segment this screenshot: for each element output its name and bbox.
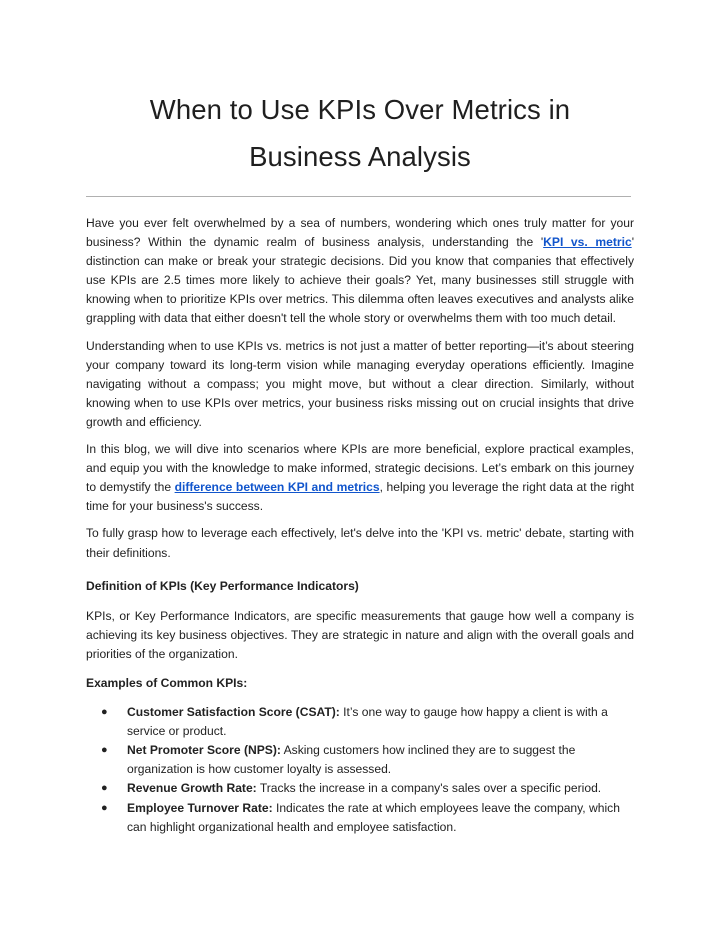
kpi-examples-list bbox=[86, 703, 634, 837]
kpi-term: Customer Satisfaction Score (CSAT): bbox=[127, 705, 340, 720]
bullet-icon: ● bbox=[101, 801, 108, 814]
kpi-vs-metric-link[interactable]: KPI vs. metric bbox=[543, 235, 632, 250]
kpi-description: Indicates the rate at which employees leave the company, which can highlight organizational health and employee satisfaction. bbox=[127, 800, 620, 834]
kpi-term: Net Promoter Score (NPS): bbox=[127, 743, 281, 758]
title-line-2: Business Analysis bbox=[249, 141, 471, 172]
list-item bbox=[86, 703, 634, 741]
title-divider bbox=[86, 196, 631, 197]
blog-text-start: In this blog, we will dive into scenarios where KPIs are more beneficial, explore practical examples, and equip you with the knowledge to make informed, strategic decisions. Let’s embark on this journey to demystify the bbox=[86, 442, 634, 495]
blog-overview-paragraph bbox=[86, 440, 634, 516]
kpi-definition-paragraph: KPIs, or Key Performance Indicators, are specific measurements that gauge how well a company is achieving its key business objectives. They are strategic in nature and align with the overall goals and priorities of the organization. bbox=[86, 608, 634, 661]
bullet-icon: ● bbox=[101, 706, 108, 719]
intro-text-start: Have you ever felt overwhelmed by a sea of numbers, wondering which ones truly matter for your business? Within the dynamic realm of business analysis, understanding the ' bbox=[86, 216, 634, 250]
kpi-term: Revenue Growth Rate: bbox=[127, 781, 257, 796]
list-item bbox=[86, 741, 634, 779]
list-item bbox=[86, 779, 634, 798]
bullet-icon: ● bbox=[101, 782, 108, 795]
bullet-icon: ● bbox=[101, 744, 108, 757]
title-line-1: When to Use KPIs Over Metrics in bbox=[149, 94, 571, 125]
kpi-definition-heading: Definition of KPIs (Key Performance Indicators) bbox=[86, 578, 359, 593]
intro-paragraph bbox=[86, 214, 634, 329]
list-item bbox=[86, 799, 634, 837]
kpi-description: Asking customers how inclined they are to suggest the organization is how customer loyalty is assessed. bbox=[127, 743, 576, 777]
intro-text-end: ' distinction can make or break your strategic decisions. Did you know that companies that effectively use KPIs are 2.5 times more likely to achieve their goals? Yet, many businesses still struggle with knowing when to prioritize KPIs over metrics. This dilemma often leaves executives and analysts alike grappling with data that either doesn't tell the whole story or overwhelms them with too much detail. bbox=[86, 235, 634, 326]
kpi-metrics-difference-link[interactable]: difference between KPI and metrics bbox=[174, 480, 380, 495]
definitions-intro-paragraph: To fully grasp how to leverage each effectively, let's delve into the 'KPI vs. metric' debate, starting with their definitions. bbox=[86, 526, 634, 560]
document-page bbox=[86, 0, 634, 837]
blog-text-end: , helping you leverage the right data at the right time for your business's success. bbox=[86, 480, 635, 514]
document-title bbox=[86, 86, 634, 180]
kpi-term: Employee Turnover Rate: bbox=[127, 800, 273, 815]
understanding-paragraph: Understanding when to use KPIs vs. metrics is not just a matter of better reporting—it’s about steering your company toward its long-term vision while managing everyday operations efficiently. Imagine navigating without a compass; you might move, but without a clear direction. Similarly, without knowing when to use KPIs over metrics, your business risks missing out on crucial insights that drive growth and efficiency. bbox=[86, 338, 634, 429]
kpi-description: Tracks the increase in a company's sales over a specific period. bbox=[256, 781, 602, 796]
kpi-examples-heading: Examples of Common KPIs: bbox=[86, 675, 248, 690]
kpi-description: It’s one way to gauge how happy a client is with a service or product. bbox=[127, 705, 608, 739]
